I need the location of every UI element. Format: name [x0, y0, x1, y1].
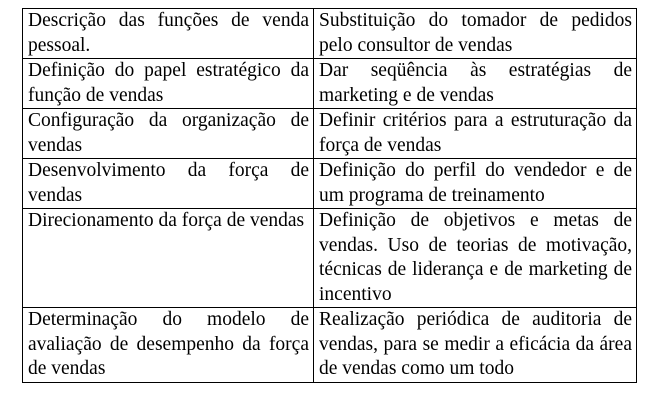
table-cell-function: Direcionamento da força de vendas	[23, 209, 314, 308]
table-row	[23, 209, 637, 308]
table-cell-function: Descrição das funções de venda pessoal.	[23, 9, 314, 59]
table-cell-action: Definir critérios para a estruturação da força de vendas	[314, 109, 637, 159]
table-cell-function: Configuração da organização de vendas	[23, 109, 314, 159]
table-cell-action: Definição do perfil do vendedor e de um programa de treinamento	[314, 159, 637, 209]
table-row	[23, 159, 637, 209]
table-row	[23, 109, 637, 159]
table-row	[23, 9, 637, 59]
table-cell-function: Desenvolvimento da força de vendas	[23, 159, 314, 209]
table-cell-function: Definição do papel estratégico da função de vendas	[23, 59, 314, 109]
table-row	[23, 308, 637, 383]
functions-table	[22, 8, 637, 383]
table-cell-action: Realização periódica de auditoria de vendas, para se medir a eficácia da área de vendas como um todo	[314, 308, 637, 383]
table-cell-function: Determinação do modelo de avaliação de desempenho da força de vendas	[23, 308, 314, 383]
table-cell-action: Dar seqüência às estratégias de marketing e de vendas	[314, 59, 637, 109]
table-row	[23, 59, 637, 109]
table-cell-action: Substituição do tomador de pedidos pelo consultor de vendas	[314, 9, 637, 59]
table-cell-action: Definição de objetivos e metas de vendas. Uso de teorias de motivação, técnicas de liderança e de marketing de incentivo	[314, 209, 637, 308]
